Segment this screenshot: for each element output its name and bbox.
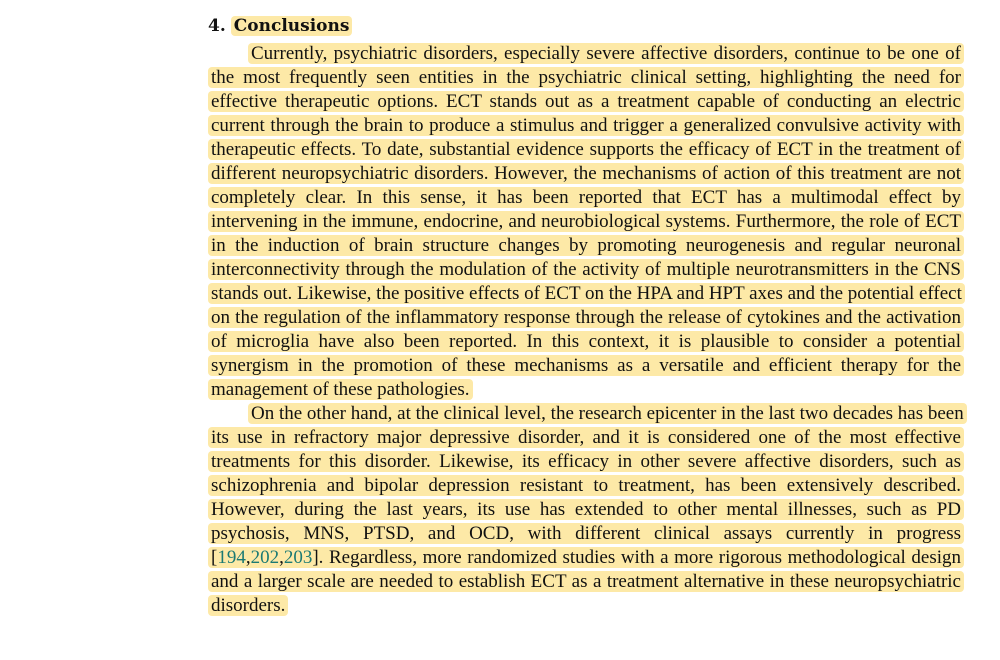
section-title: Conclusions xyxy=(231,16,353,36)
citation-separator: , xyxy=(279,547,284,568)
paragraph-1 xyxy=(208,42,964,402)
paragraph-1-text: Currently, psychiatric disorders, especially severe affective disorders, continue to be one of the most frequently seen entities in the psychiatric clinical setting, highlighting the need for effective therapeutic options. ECT stands out as a treatment capable of conducting an electric current through the brain to produce a stimulus and trigger a generalized convulsive activity with therapeutic effects. To date, substantial evidence supports the efficacy of ECT in the treatment of different neuropsychiatric disorders. However, the mechanisms of action of this treatment are not completely clear. In this sense, it has been reported that ECT has a multimodal effect by intervening in the immune, endocrine, and neurobiological systems. Furthermore, the role of ECT in the induction of brain structure changes by promoting neurogenesis and regular neuronal interconnectivity through the modulation of the activity of multiple neurotransmitters in the CNS stands out. Likewise, the positive effects of ECT on the HPA and HPT axes and the potential effect on the regulation of the inflammatory response through the release of cytokines and the activation of microglia have also been reported. In this context, it is plausible to consider a potential synergism in the promotion of these mechanisms as a versatile and efficient therapy for the management of these pathologies. xyxy=(208,43,965,400)
section-heading xyxy=(208,14,964,38)
paragraph-2 xyxy=(208,402,964,618)
citation-separator: , xyxy=(245,547,251,568)
citation-link-194[interactable]: 194 xyxy=(217,547,246,568)
citation-link-203[interactable]: 203 xyxy=(283,547,313,568)
conclusions-section xyxy=(208,14,964,618)
citation-link-202[interactable]: 202 xyxy=(250,547,280,568)
paragraph-2-highlight xyxy=(208,403,967,616)
paragraph-2-text-start: On the other hand, at the clinical level, the research epicenter in the last two decades has been its use in refractory major depressive disorder, and it is considered one of the most effective treatments for this disorder. Likewise, its efficacy in other severe affective disorders, such as schizophrenia and bipolar depression resistant to treatment, has been extensively described. However, during the last years, its use has extended to other mental illnesses, such as PD psychosis, MNS, PTSD, and OCD, with different clinical assays currently in progress [ xyxy=(211,403,964,568)
paragraph-2-text-end: ]. Regardless, more randomized studies with a more rigorous methodological design and a larger scale are needed to establish ECT as a treatment alternative in these neuropsychiatric disorders. xyxy=(211,547,961,616)
section-number: 4. xyxy=(208,16,226,36)
